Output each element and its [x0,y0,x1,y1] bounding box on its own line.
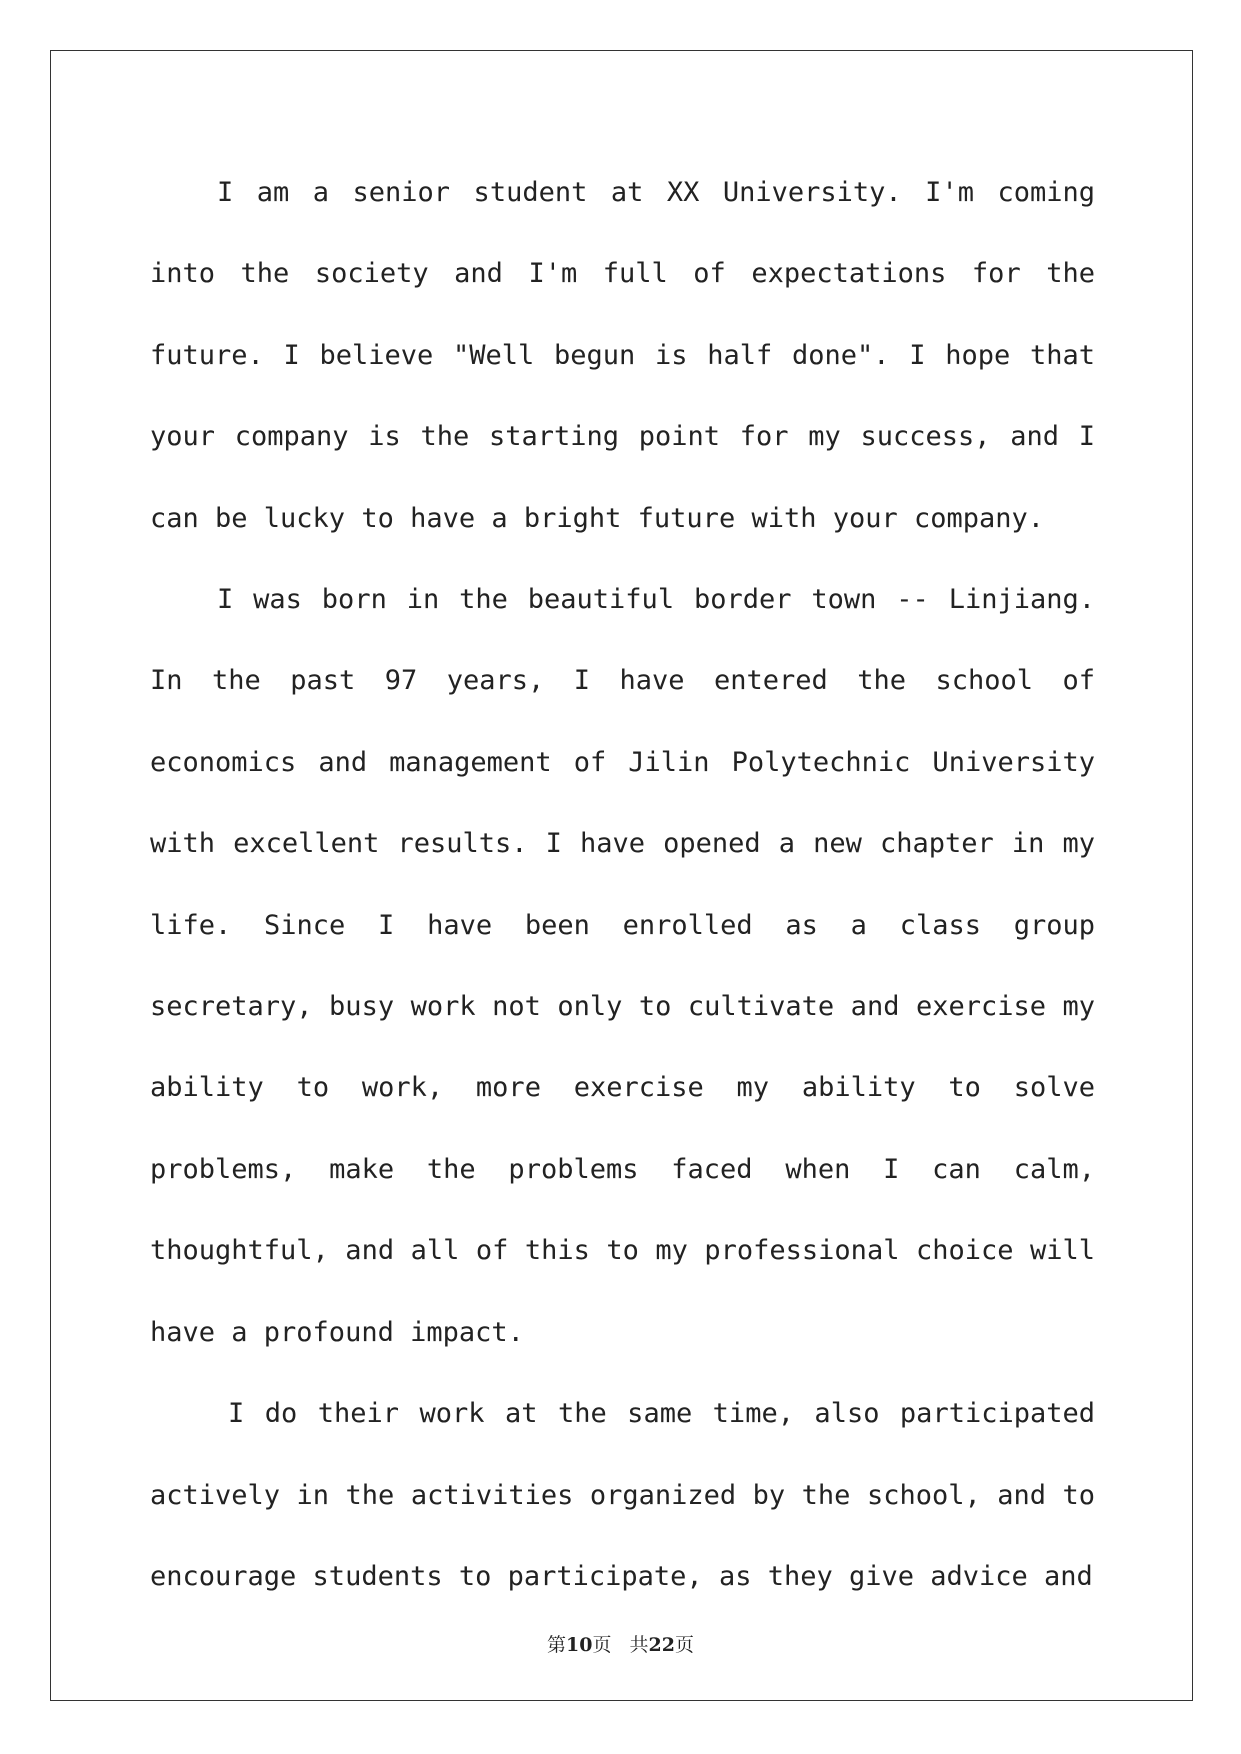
document-body [150,152,1095,1617]
paragraph-2: I was born in the beautiful border town -- Linjiang. In the past 97 years, I have entered the school of economics and management of Jilin Polytechnic University with excellent results. I have opened a new chapter in my life. Since I have been enrolled as a class group secretary, busy work not only to cultivate and exercise my ability to work, more exercise my ability to solve problems, make the problems faced when I can calm, thoughtful, and all of this to my professional choice will have a profound impact. [150,584,1095,1348]
footer-total-prefix: 共 [629,1634,649,1656]
footer-total-unit: 页 [674,1634,694,1656]
footer-prefix: 第 [547,1634,567,1656]
paragraph-3: I do their work at the same time, also participated actively in the activities organized by the school, and to encourage students to participate, as they give advice and [150,1398,1095,1592]
footer-page-unit: 页 [592,1634,612,1656]
total-pages-number: 22 [648,1634,675,1656]
paragraph-1: I am a senior student at XX University. I'm coming into the society and I'm full of expectations for the future. I believe "Well begun is half done". I hope that your company is the starting point for my success, and I can be lucky to have a bright future with your company. [150,177,1095,534]
page-footer [0,1630,1241,1657]
current-page-number: 10 [566,1634,593,1656]
